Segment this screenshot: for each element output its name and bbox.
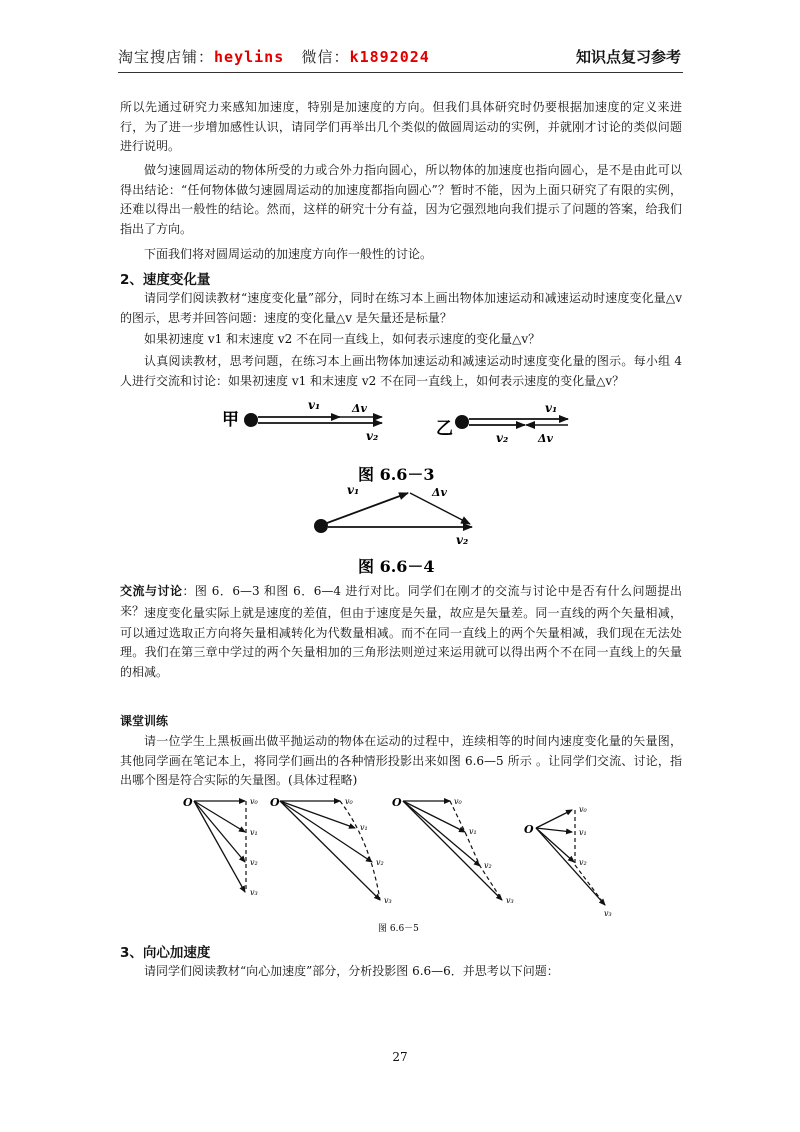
paragraph-centripetal-read: 请同学们阅读教材“向心加速度”部分，分析投影图 6.6—6．并思考以下问题： xyxy=(144,964,559,978)
label-v1-jia: v₁ xyxy=(308,398,321,412)
wechat-id: k1892024 xyxy=(349,48,430,66)
paragraph-question: 如果初速度 v1 和末速度 v2 不在同一直线上，如何表示速度的变化量△v？ xyxy=(144,332,541,346)
label-v2-jia: v₂ xyxy=(366,429,379,443)
svg-text:v₁: v₁ xyxy=(250,828,258,837)
paragraph-group-discussion: 认真阅读教材，思考问题，在练习本上画出物体加速运动和减速运动时速度变化量的图示。每小组 4 人进行交流和讨论：如果初速度 v1 和末速度 v2 不在同一直线上，如何表示速度的变化量△v？ xyxy=(120,354,682,388)
header-title: 知识点复习参考 xyxy=(575,48,681,66)
page-header xyxy=(118,42,683,73)
diagram-panel-4 xyxy=(524,805,612,918)
label-v1-triangle: v₁ xyxy=(347,483,360,497)
svg-text:v₀: v₀ xyxy=(454,797,462,806)
page-number: 27 xyxy=(392,1050,408,1064)
svg-text:v₁: v₁ xyxy=(579,828,587,837)
svg-text:v₂: v₂ xyxy=(376,858,384,867)
wechat-label: 微信： xyxy=(301,48,350,66)
object-dot-jia xyxy=(244,413,258,427)
svg-text:v₃: v₃ xyxy=(250,888,258,897)
svg-text:v₀: v₀ xyxy=(250,797,258,806)
label-v2-yi: v₂ xyxy=(496,431,509,445)
section-heading-velocity-change: 2、速度变化量 xyxy=(120,272,211,288)
svg-text:O: O xyxy=(270,796,280,809)
header-shop-info xyxy=(118,46,430,67)
object-dot-yi xyxy=(455,415,469,429)
svg-text:v₀: v₀ xyxy=(345,797,353,806)
svg-text:v₂: v₂ xyxy=(579,858,587,867)
paragraph-conclusion: 做匀速圆周运动的物体所受的力或合外力指向圆心，所以物体的加速度也指向圆心，是不是由此可以得出结论：“任何物体做匀速圆周运动的加速度都指向圆心”？暂时不能，因为上面只研究了有限的实例，还难以得出一般性的结论。然而，这样的研究十分有益，因为它强烈地向我们提示了问题的答案，给我们指出了方向。 xyxy=(120,163,682,236)
paragraph-intro: 所以先通过研究力来感知加速度，特别是加速度的方向。但我们具体研究时仍要根据加速度的定义来进行，为了进一步增加感性认识，请同学们再举出几个类似的做圆周运动的实例，并就刚才讨论的类似问题进行说明。 xyxy=(120,100,682,153)
svg-text:O: O xyxy=(392,796,402,809)
exchange-discussion-lead: 交流与讨论 xyxy=(120,584,183,598)
paragraph-vector-difference: 速度变化量实际上就是速度的差值，但由于速度是矢量，故应是矢量差。同一直线的两个矢量相减，可以通过选取正方向将矢量相减转化为代数量相减。而不在同一直线上的两个矢量相减，我们现在无法处理。我们在第三章中学过的两个矢量相加的三角形法则逆过来运用就可以得出两个不在同一直线上的矢量的相减。 xyxy=(120,606,682,679)
svg-text:v₂: v₂ xyxy=(484,861,492,870)
section-heading-classroom-training: 课堂训练 xyxy=(120,714,169,728)
caption-fig-6-6-5: 图 6.6－5 xyxy=(378,924,419,934)
figure-projectile-velocity-diagrams xyxy=(180,790,620,937)
section-heading-centripetal-acceleration: 3、向心加速度 xyxy=(120,945,211,961)
paragraph-next: 下面我们将对圆周运动的加速度方向作一般性的讨论。 xyxy=(144,247,433,261)
paragraph-read-textbook: 请同学们阅读教材“速度变化量”部分，同时在练习本上画出物体加速运动和减速运动时速度变化量△v 的图示，思考并回答问题：速度的变化量△v 是矢量还是标量？ xyxy=(120,291,682,325)
origin-label: O xyxy=(183,796,193,809)
caption-fig-6-6-4: 图 6.6－4 xyxy=(358,557,435,576)
svg-text:v₃: v₃ xyxy=(506,896,514,905)
shop-name: heylins xyxy=(214,48,285,66)
svg-text:O: O xyxy=(524,823,534,836)
svg-text:v₃: v₃ xyxy=(604,909,612,918)
svg-text:v₁: v₁ xyxy=(469,827,477,836)
shop-label: 淘宝搜店铺： xyxy=(118,48,215,66)
diagram-panel-2 xyxy=(270,796,392,905)
label-jia: 甲 xyxy=(222,410,239,430)
label-dv-yi: Δv xyxy=(538,432,553,445)
svg-text:v₂: v₂ xyxy=(250,858,258,867)
svg-text:v₁: v₁ xyxy=(360,823,368,832)
label-v2-triangle: v₂ xyxy=(456,533,469,547)
figure-velocity-change xyxy=(220,396,580,578)
diagram-panel-3 xyxy=(392,796,514,905)
label-dv-jia: Δv xyxy=(352,402,367,415)
label-dv-triangle: Δv xyxy=(432,486,447,499)
exchange-discussion-text: ：图 6．6—3 和图 6．6—4 进行对比。同学们在刚才的交流与讨论中是否有什么问题提出来？ xyxy=(120,584,682,618)
caption-fig-6-6-3: 图 6.6－3 xyxy=(358,465,435,484)
svg-text:v₃: v₃ xyxy=(384,896,392,905)
object-dot-triangle xyxy=(314,519,328,533)
label-v1-yi: v₁ xyxy=(545,401,558,415)
diagram-panel-1 xyxy=(183,796,259,897)
svg-text:v₀: v₀ xyxy=(579,805,587,814)
label-yi: 乙 xyxy=(436,419,453,439)
vector-v1-triangle xyxy=(327,493,408,523)
paragraph-training-task: 请一位学生上黑板画出做平抛运动的物体在运动的过程中，连续相等的时间内速度变化量的矢量图，其他同学画在笔记本上，将同学们画出的各种情形投影出来如图 6.6—5 所示 。让同学们交流、讨论，指出哪个图是符合实际的矢量图。(具体过程略) xyxy=(120,734,682,787)
